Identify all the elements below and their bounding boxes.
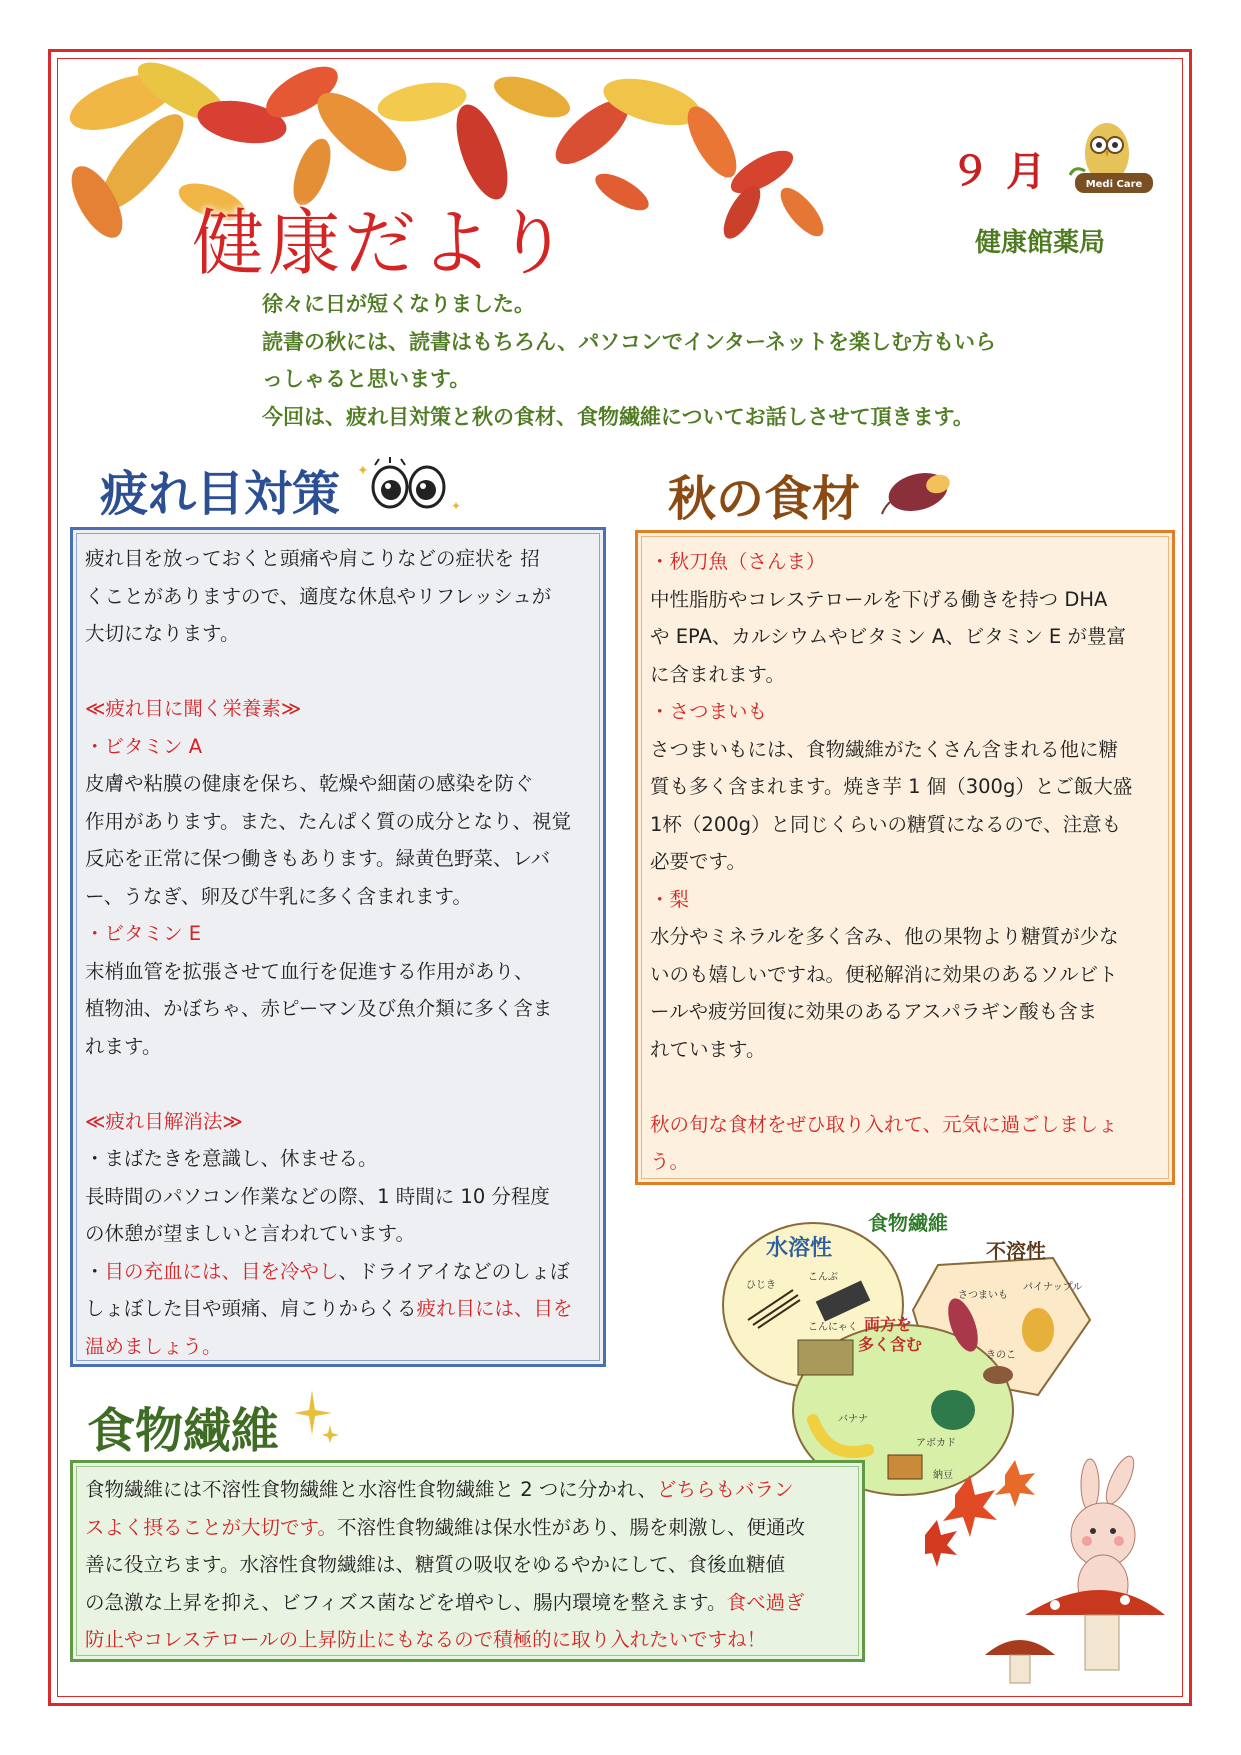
text-line: いのも嬉しいですね。便秘解消に効果のあるソルビト [650,962,1118,986]
svg-text:Medi Care: Medi Care [1085,179,1143,190]
text-line: 長時間のパソコン作業などの際、1 時間に 10 分程度 [85,1184,550,1208]
rabbit-mushroom-illustration [925,1455,1175,1690]
saury-heading: ・秋刀魚（さんま） [650,550,826,573]
relief-heading: ≪疲れ目解消法≫ [85,1109,243,1133]
vitamin-a-heading: ・ビタミン A [85,734,203,758]
text-line: 1杯（200g）と同じくらいの糖質になるので、注意も [650,812,1122,836]
text-line: 反応を正常に保つ働きもあります。緑黄色野菜、レバ [85,847,551,870]
svg-text:両方を: 両方を [864,1315,913,1334]
text-line: 大切になります。 [85,622,240,645]
svg-text:✦: ✦ [451,499,462,513]
svg-text:ひじき: ひじき [746,1280,776,1291]
fiber-section-title: 食物繊維 [87,1403,280,1459]
svg-text:不溶性: 不溶性 [986,1239,1046,1263]
eye-section-title: 疲れ目対策 [100,466,341,522]
sweet-potato-heading: ・さつまいも [650,700,768,723]
autumn-food-box [635,530,1175,1185]
nutrients-heading: ≪疲れ目に聞く栄養素≫ [85,697,302,720]
text-line: 善に役立ちます。水溶性食物繊維は、糖質の吸収をゆるやかにして、食後血糖値 [85,1553,786,1576]
text-line: 作用があります。また、たんぱく質の成分となり、視覚 [85,809,571,833]
text-line: さつまいもには、食物繊維がたくさん含まれる他に糖 [650,737,1119,761]
page-title: 健康だより [192,201,573,285]
text-line: ー、うなぎ、卵及び牛乳に多く含まれます。 [85,884,472,908]
svg-text:こんぶ: こんぶ [808,1272,838,1283]
svg-text:きのこ: きのこ [986,1350,1016,1361]
text-line: 防止やコレステロールの上昇防止にもなるので積極的に取り入れたいですね！ [85,1628,767,1651]
text-line: ・まばたきを意識し、休ませる。 [85,1147,378,1170]
pear-heading: ・梨 [650,887,690,911]
svg-text:こんにゃく: こんにゃく [808,1322,858,1333]
vitamin-e-heading: ・ビタミン E [85,922,202,945]
svg-text:✦: ✦ [357,463,369,479]
text-line: 中性脂肪やコレステロールを下げる働きを持つ DHA [650,587,1108,611]
intro-line: 徐々に日が短くなりました。 [262,292,535,316]
pharmacy-name: 健康館薬局 [975,228,1106,258]
svg-text:食物繊維: 食物繊維 [868,1211,948,1235]
svg-text:多く含む: 多く含む [858,1335,923,1354]
text-line: ールや疲労回復に効果のあるアスパラギン酸も含ま [650,1000,1098,1023]
text-line: 食物繊維には不溶性食物繊維と水溶性食物繊維と 2 つに分かれ、どちらもバラン [85,1478,794,1501]
intro-text [262,286,1082,436]
text-line: くことがありますので、適度な休息やリフレッシュが [85,584,552,608]
svg-text:バナナ: バナナ [838,1414,868,1425]
intro-line: 今回は、疲れ目対策と秋の食材、食物繊維についてお話しさせて頂きます。 [262,404,974,429]
text-line: の休憩が望ましいと言われています。 [85,1222,415,1245]
intro-line: っしゃると思います。 [262,367,471,391]
tip-line: ・目の充血には、目を冷やし、ドライアイなどのしょぼ [85,1259,570,1283]
text-line: に含まれます。 [650,662,785,686]
text-line: 質も多く含まれます。焼き芋 1 個（300g）とご飯大盛 [650,775,1133,798]
text-line: 必要です。 [650,850,746,873]
text-line: 植物油、かぼちゃ、赤ピーマン及び魚介類に多く含ま [85,997,553,1020]
text-line: 末梢血管を拡張させて血行を促進する作用があり、 [85,959,534,983]
svg-text:水溶性: 水溶性 [766,1236,833,1261]
tip-line: しょぼした目や頭痛、肩こりからくる疲れ目には、目を [85,1297,573,1320]
eye-strain-box [70,527,606,1367]
autumn-section-title: 秋の食材 [668,471,861,527]
intro-line: 読書の秋には、読書はもちろん、パソコンでインターネットを楽しむ方もいら [262,329,996,354]
svg-text:パイナップル: パイナップル [1023,1282,1083,1293]
sparkle-icon [292,1385,342,1445]
tip-line: 温めましょう。 [85,1334,222,1358]
text-line: や EPA、カルシウムやビタミン A、ビタミン E が豊富 [650,625,1126,648]
svg-text:さつまいも: さつまいも [958,1290,1008,1301]
fiber-box [70,1460,865,1662]
text-line: 皮膚や粘膜の健康を保ち、乾燥や細菌の感染を防ぐ [85,772,534,795]
text-line: スよく摂ることが大切です。不溶性食物繊維は保水性があり、腸を刺激し、便通改 [85,1515,805,1539]
sweet-potato-icon [880,460,960,520]
text-line: の急激な上昇を抑え、ビフィズス菌などを増やし、腸内環境を整えます。食べ過ぎ [85,1590,805,1614]
text-line: 疲れ目を放っておくと頭痛や肩こりなどの症状を 招 [85,547,540,570]
text-line: 水分やミネラルを多く含み、他の果物より糖質が少な [650,925,1119,948]
issue-month: ９月 [950,149,1062,195]
svg-text:アボカド: アボカド [916,1438,956,1449]
text-line: れています。 [650,1037,766,1061]
owl-mascot-icon [1045,115,1165,205]
closing-line: 秋の旬な食材をぜひ取り入れて、元気に過ごしましょ [650,1112,1118,1136]
svg-text:納豆: 納豆 [933,1470,953,1481]
eyes-icon [355,455,465,515]
text-line: れます。 [85,1034,162,1058]
closing-line: う。 [650,1150,690,1173]
